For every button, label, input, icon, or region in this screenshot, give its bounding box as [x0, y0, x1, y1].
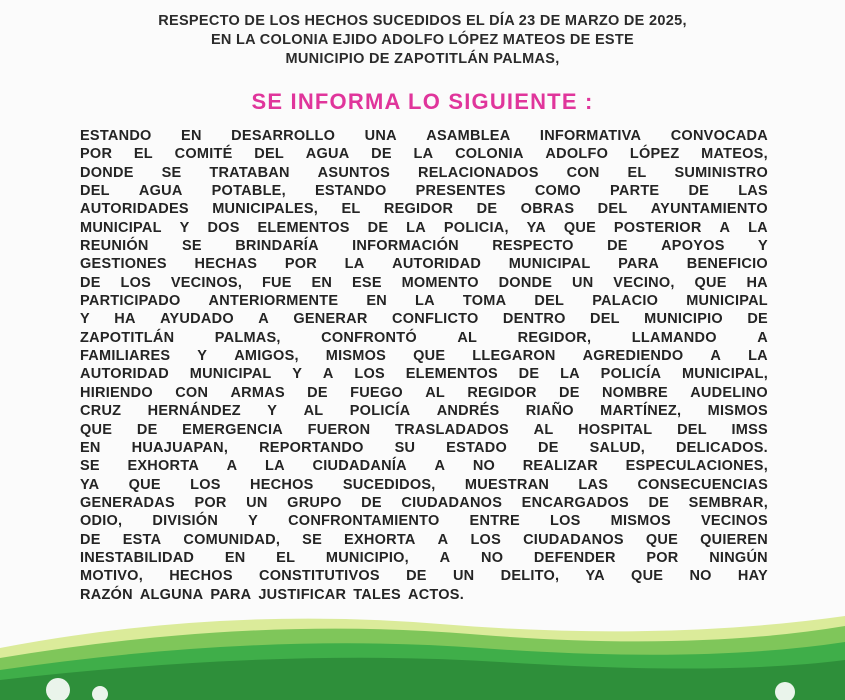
- body-line: GENERADAS POR UN GRUPO DE CIUDADANOS ENCARGADOS DE SEMBRAR,: [80, 494, 768, 511]
- body-line: CRUZ HERNÁNDEZ Y AL POLICÍA ANDRÉS RIAÑO MARTÍNEZ, MISMOS: [80, 403, 768, 420]
- body-line: DE ESTA COMUNIDAD, SE EXHORTA A LOS CIUDADANOS QUE QUIEREN: [80, 531, 768, 548]
- body-line: QUE DE EMERGENCIA FUERON TRASLADADOS AL HOSPITAL DEL IMSS: [80, 421, 768, 438]
- body-line: ZAPOTITLÁN PALMAS, CONFRONTÓ AL REGIDOR, LLAMANDO A: [80, 329, 768, 346]
- body-line: DEL AGUA POTABLE, ESTANDO PRESENTES COMO PARTE DE LAS: [80, 183, 768, 200]
- body-line: POR EL COMITÉ DEL AGUA DE LA COLONIA ADOLFO LÓPEZ MATEOS,: [80, 146, 768, 163]
- header-line: EN LA COLONIA EJIDO ADOLFO LÓPEZ MATEOS DE ESTE: [210, 32, 635, 48]
- body-line: EN HUAJUAPAN, REPORTANDO SU ESTADO DE SALUD, DELICADOS.: [80, 439, 768, 456]
- body-line: SE EXHORTA A LA CIUDADANÍA A NO REALIZAR ESPECULACIONES,: [80, 458, 768, 475]
- body-line: AUTORIDADES MUNICIPALES, EL REGIDOR DE OBRAS DEL AYUNTAMIENTO: [80, 201, 768, 218]
- green-wave-banner-icon: [0, 580, 845, 700]
- body-line: MOTIVO, HECHOS CONSTITUTIVOS DE UN DELITO, YA QUE NO HAY: [80, 568, 768, 585]
- statement-header: [0, 12, 845, 69]
- body-line: INESTABILIDAD EN EL MUNICIPIO, A NO DEFENDER POR NINGÚN: [80, 549, 768, 566]
- body-line: DONDE SE TRATABAN ASUNTOS RELACIONADOS CON EL SUMINISTRO: [80, 164, 768, 181]
- body-line: ODIO, DIVISIÓN Y CONFRONTAMIENTO ENTRE LOS MISMOS VECINOS: [80, 513, 768, 530]
- body-line: PARTICIPADO ANTERIORMENTE EN LA TOMA DEL PALACIO MUNICIPAL: [80, 293, 768, 310]
- header-line: RESPECTO DE LOS HECHOS SUCEDIDOS EL DÍA 23 DE MARZO DE 2025,: [158, 13, 687, 29]
- body-line: HIRIENDO CON ARMAS DE FUEGO AL REGIDOR DE NOMBRE AUDELINO: [80, 384, 768, 401]
- statement-body: [80, 127, 768, 604]
- body-line: MUNICIPAL Y DOS ELEMENTOS DE LA POLICIA, YA QUE POSTERIOR A LA: [80, 219, 768, 236]
- headline: SE INFORMA LO SIGUIENTE :: [251, 89, 594, 114]
- body-line: DE LOS VECINOS, FUE EN ESE MOMENTO DONDE UN VECINO, QUE HA: [80, 274, 768, 291]
- header-line: MUNICIPIO DE ZAPOTITLÁN PALMAS,: [285, 51, 560, 67]
- body-line: YA QUE LOS HECHOS SUCEDIDOS, MUESTRAN LAS CONSECUENCIAS: [80, 476, 768, 493]
- body-line: FAMILIARES Y AMIGOS, MISMOS QUE LLEGARON AGREDIENDO A LA: [80, 348, 768, 365]
- body-line: RAZÓN ALGUNA PARA JUSTIFICAR TALES ACTOS.: [80, 586, 464, 603]
- body-line: REUNIÓN SE BRINDARÍA INFORMACIÓN RESPECTO DE APOYOS Y: [80, 238, 768, 255]
- body-line: GESTIONES HECHAS POR LA AUTORIDAD MUNICIPAL PARA BENEFICIO: [80, 256, 768, 273]
- body-line: AUTORIDAD MUNICIPAL Y A LOS ELEMENTOS DE LA POLICÍA MUNICIPAL,: [80, 366, 768, 383]
- body-line: Y HA AYUDADO A GENERAR CONFLICTO DENTRO DEL MUNICIPIO DE: [80, 311, 768, 328]
- body-line: ESTANDO EN DESARROLLO UNA ASAMBLEA INFORMATIVA CONVOCADA: [80, 128, 768, 144]
